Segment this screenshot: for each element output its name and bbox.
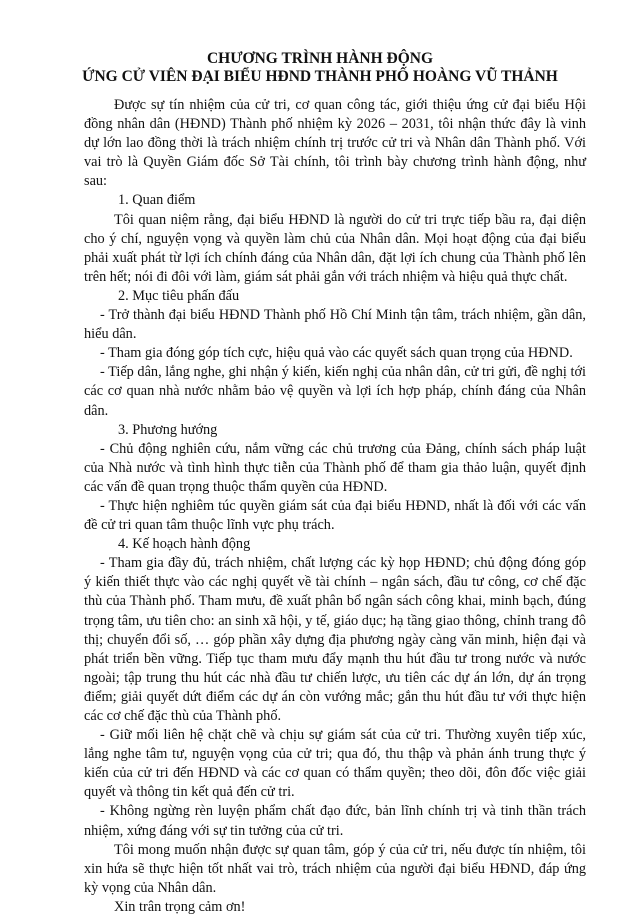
document-subtitle: ỨNG CỬ VIÊN ĐẠI BIỂU HĐND THÀNH PHỐ HOÀNG VŨ THẢNH	[82, 68, 558, 85]
section-heading-goals: 2. Mục tiêu phấn đấu	[118, 287, 240, 304]
goal-item: - Tiếp dân, lắng nghe, ghi nhận ý kiến, kiến nghị của nhân dân, cử tri gửi, đề nghị tới các cơ quan nhà nước nhằm bảo vệ quyền và lợi ích hợp pháp, chính đáng của Nhân dân.	[84, 364, 586, 419]
document-title: CHƯƠNG TRÌNH HÀNH ĐỘNG	[206, 50, 434, 67]
action-item: - Tham gia đầy đủ, trách nhiệm, chất lượng các kỳ họp HĐND; chủ động đóng góp ý kiến thiết thực vào các nghị quyết về tài chính – ngân sách, đầu tư công, cơ chế đặc thù của Thành phố. Tham mưu, đề xuất phân bổ ngân sách công khai, minh bạch, đúng trọng tâm, ưu tiên cho: an sinh xã hội, y tế, giáo dục; hạ tầng giao thông, chỉnh trang đô thị; chuyển đổi số, … góp phần xây dựng địa phương ngày càng văn minh, hiện đại và phát triển bền vững. Tiếp tục tham mưu đẩy mạnh thu hút đầu tư trong nước và nước ngoài; tập trung thu hút các nhà đầu tư chiến lược, ưu tiên các dự án lớn, dự án trọng điểm; giải quyết dứt điểm các dự án còn vướng mắc; gắn thu hút đầu tư với thực hiện các cơ chế đặc thù của Thành phố.	[84, 555, 586, 724]
action-item: - Giữ mối liên hệ chặt chẽ và chịu sự giám sát của cử tri. Thường xuyên tiếp xúc, lắng nghe tâm tư, nguyện vọng của cử tri; qua đó, thu thập và phản ánh trung thực ý kiến của cử tri đến HĐND và các cơ quan có thẩm quyền; theo dõi, đôn đốc việc giải quyết và thông tin kết quả đến cử tri.	[84, 727, 586, 801]
goal-item: - Trở thành đại biểu HĐND Thành phố Hồ Chí Minh tận tâm, trách nhiệm, gần dân, hiểu dân.	[84, 307, 586, 343]
section-heading-action-plan: 4. Kế hoạch hành động	[118, 536, 251, 553]
closing-paragraph: Tôi mong muốn nhận được sự quan tâm, góp ý của cử tri, nếu được tín nhiệm, tôi xin hứa sẽ thực hiện tốt nhất vai trò, trách nhiệm của người đại biểu HĐND, đáp ứng kỳ vọng của Nhân dân.	[84, 841, 586, 896]
direction-item: - Chủ động nghiên cứu, nắm vững các chủ trương của Đảng, chính sách pháp luật của Nhà nước và tình hình thực tiễn của Thành phố để tham gia thảo luận, quyết định các vấn đề quan trọng thuộc thẩm quyền của HĐND.	[84, 440, 586, 495]
document-body	[84, 96, 586, 917]
section-heading-viewpoint: 1. Quan điểm	[118, 192, 196, 209]
action-item: - Không ngừng rèn luyện phẩm chất đạo đức, bản lĩnh chính trị và tinh thần trách nhiệm, xứng đáng với sự tin tưởng của cử tri.	[84, 803, 586, 839]
goal-item: - Tham gia đóng góp tích cực, hiệu quả vào các quyết sách quan trọng của HĐND.	[100, 345, 573, 362]
direction-item: - Thực hiện nghiêm túc quyền giám sát của đại biểu HĐND, nhất là đối với các vấn đề cử tri quan tâm thuộc lĩnh vực phụ trách.	[84, 497, 586, 534]
section-text-viewpoint: Tôi quan niệm rằng, đại biểu HĐND là người do cử tri trực tiếp bầu ra, đại diện cho ý chí, nguyện vọng và quyền làm chủ của Nhân dân. Mọi hoạt động của đại biểu phải xuất phát từ lợi ích chính đáng của Nhân dân, đặt lợi ích chung của Thành phố lên trên hết; nói đi đôi với làm, giám sát phải gắn với trách nhiệm và hiệu quả thực chất.	[84, 211, 586, 285]
section-heading-direction: 3. Phương hướng	[118, 421, 218, 438]
signoff: Xin trân trọng cảm ơn!	[114, 898, 246, 915]
intro-paragraph: Được sự tín nhiệm của cử tri, cơ quan công tác, giới thiệu ứng cử đại biểu Hội đồng nhân dân (HĐND) Thành phố nhiệm kỳ 2026 – 2031, tôi nhận thức đây là vinh dự lớn lao đồng thời là trách nhiệm chính trị trước cử tri và Nhân dân Thành phố. Với vai trò là Quyền Giám đốc Sở Tài chính, tôi trình bày chương trình hành động, như sau:	[84, 97, 586, 190]
